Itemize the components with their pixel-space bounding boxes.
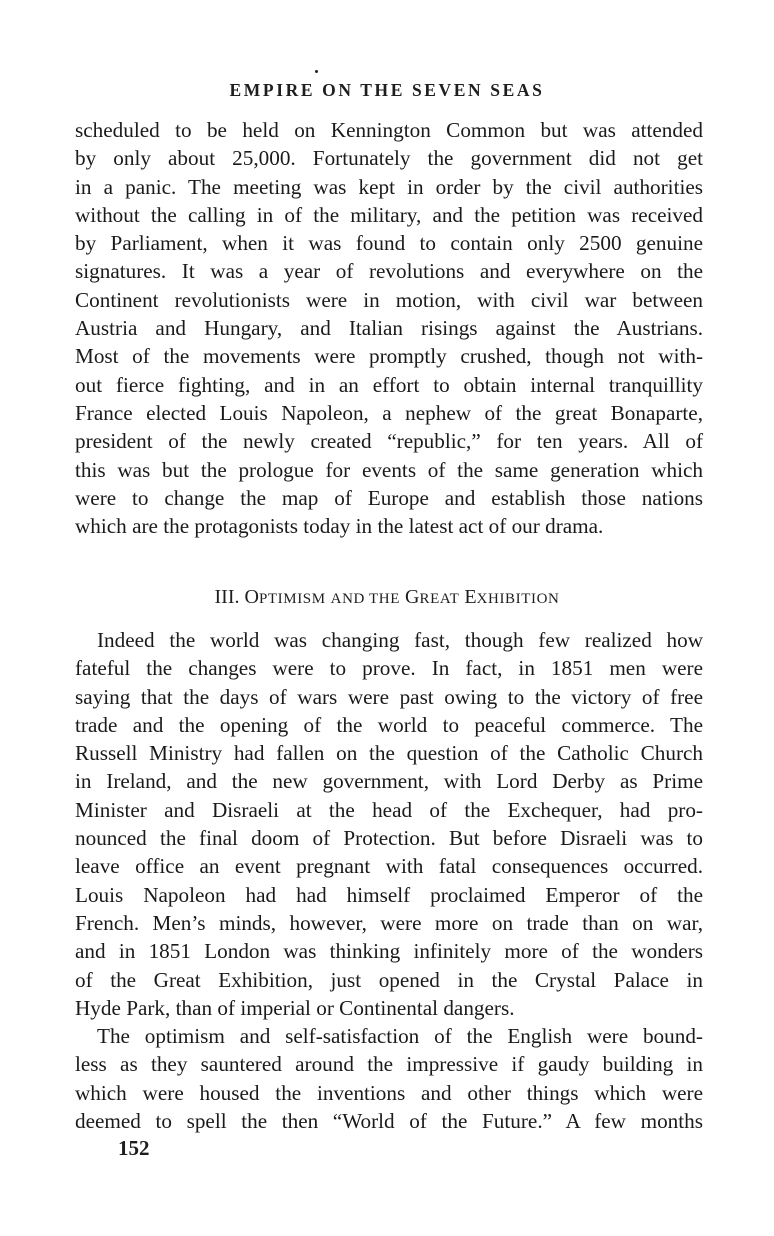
text-line: Russell Ministry had fallen on the question of the Catholic Church: [75, 741, 703, 766]
text-line: Continent revolutionists were in motion, with civil war between: [75, 287, 703, 312]
text-line: Austria and Hungary, and Italian risings against the Austrians.: [75, 316, 703, 341]
text-line: Minister and Disraeli at the head of the Exchequer, had pro-: [75, 797, 703, 822]
running-head: EMPIRE ON THE SEVEN SEAS: [229, 80, 545, 100]
text-line: of the Great Exhibition, just opened in the Crystal Palace in: [75, 967, 703, 992]
page-number: 152: [118, 1136, 150, 1160]
text-line: which are the protagonists today in the latest act of our drama.: [75, 514, 604, 539]
text-line: The optimism and self-satisfaction of the English were bound-: [97, 1024, 703, 1048]
text-line: deemed to spell the then “World of the Future.” A few months: [75, 1108, 703, 1133]
text-line: by only about 25,000. Fortunately the government did not get: [75, 146, 703, 171]
text-line: Hyde Park, than of imperial or Continental dangers.: [75, 995, 515, 1020]
text-line: less as they sauntered around the impressive if gaudy building in: [75, 1052, 703, 1077]
text-line: Louis Napoleon had had himself proclaimed Emperor of the: [75, 882, 703, 907]
printer-mark: [315, 70, 318, 73]
text-line: without the calling in of the military, and the petition was received: [75, 202, 703, 227]
text-line: in Ireland, and the new government, with Lord Derby as Prime: [75, 769, 703, 794]
section-heading: III. OPTIMISM AND THE GREAT EXHIBITION: [214, 586, 560, 608]
text-line: scheduled to be held on Kennington Common but was attended: [75, 118, 703, 142]
text-line: France elected Louis Napoleon, a nephew of the great Bonaparte,: [75, 400, 703, 425]
text-line: nounced the final doom of Protection. But before Disraeli was to: [75, 826, 703, 851]
text-line: fateful the changes were to prove. In fact, in 1851 men were: [75, 656, 703, 681]
text-line: saying that the days of wars were past owing to the victory of free: [75, 684, 703, 709]
text-line: by Parliament, when it was found to contain only 2500 genuine: [75, 231, 703, 256]
text-line: president of the newly created “republic,” for ten years. All of: [75, 429, 703, 454]
paragraph-3: [75, 1022, 703, 1135]
text-line: Most of the movements were promptly crushed, though not with-: [75, 344, 703, 369]
text-line: in a panic. The meeting was kept in order by the civil authorities: [75, 174, 703, 199]
paragraph-1: [75, 116, 703, 540]
text-line: trade and the opening of the world to peaceful commerce. The: [75, 712, 703, 737]
text-line: which were housed the inventions and other things which were: [75, 1080, 703, 1105]
text-line: were to change the map of Europe and establish those nations: [75, 485, 703, 510]
text-line: leave office an event pregnant with fatal consequences occurred.: [75, 854, 703, 879]
text-line: French. Men’s minds, however, were more on trade than on war,: [75, 910, 703, 935]
section-numeral: III.: [214, 586, 240, 608]
text-line: signatures. It was a year of revolutions and everywhere on the: [75, 259, 703, 284]
text-line: and in 1851 London was thinking infinitely more of the wonders: [75, 939, 703, 964]
paragraph-2: [75, 626, 703, 1022]
text-line: this was but the prologue for events of the same generation which: [75, 457, 703, 482]
text-line: Indeed the world was changing fast, though few realized how: [97, 628, 703, 652]
text-line: out fierce fighting, and in an effort to obtain internal tranquillity: [75, 372, 703, 397]
